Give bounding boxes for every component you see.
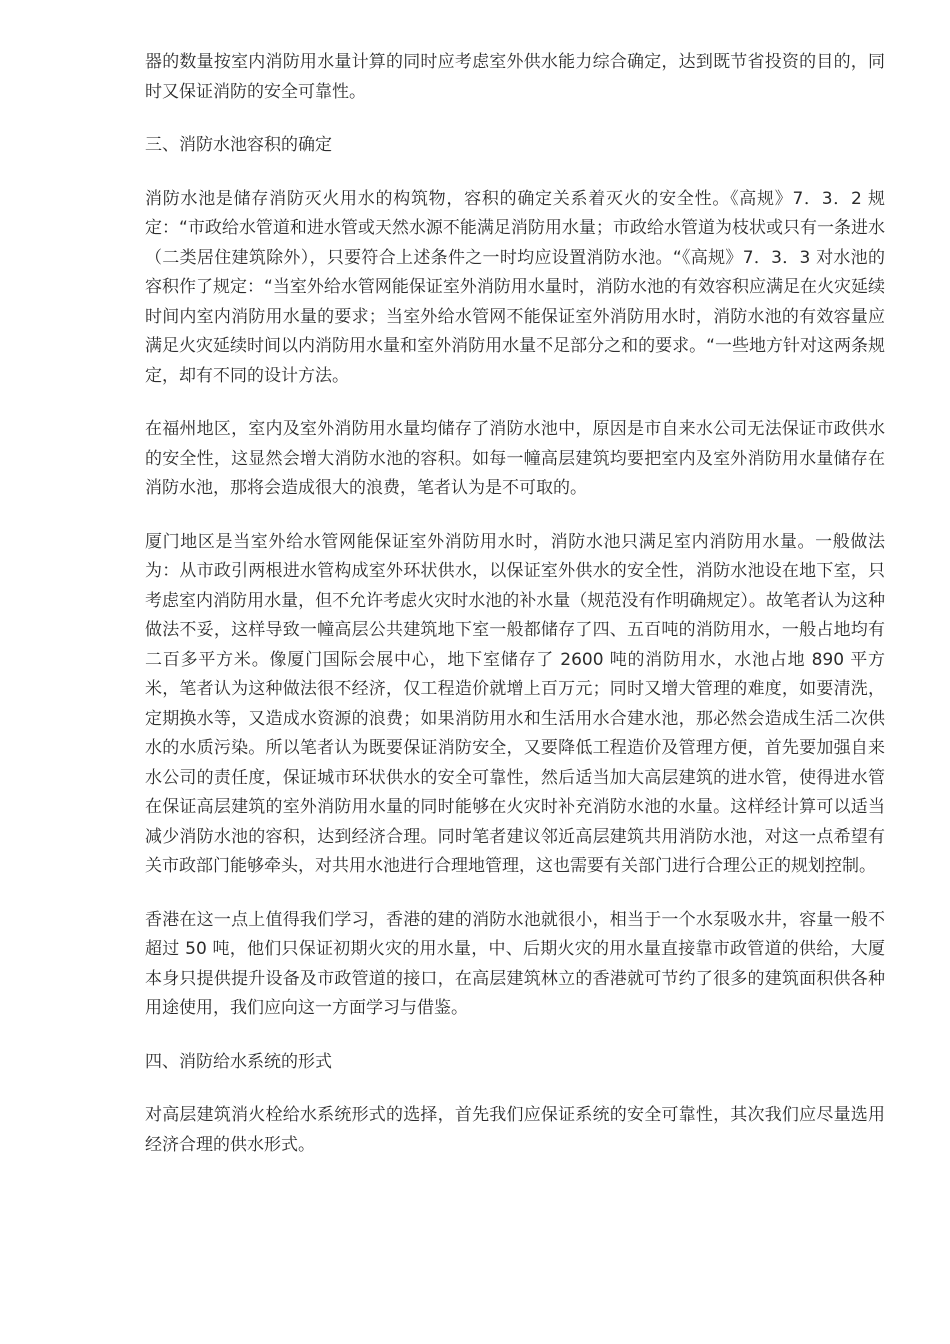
paragraph-intro-continuation: 器的数量按室内消防用水量计算的同时应考虑室外供水能力综合确定，达到既节省投资的目的，同时又保证消防的安全可靠性。 (145, 52, 885, 102)
section-heading-pool-volume: 三、消防水池容积的确定 (145, 135, 332, 155)
section-heading-system-form: 四、消防给水系统的形式 (145, 1051, 332, 1072)
paragraph-system-selection: 对高层建筑消火栓给水系统形式的选择，首先我们应保证系统的安全可靠性，其次我们应尽量选用经济合理的供水形式。 (145, 1105, 885, 1155)
paragraph-fuzhou: 在福州地区，室内及室外消防用水量均储存了消防水池中，原因是市自来水公司无法保证市政供水的安全性，这显然会增大消防水池的容积。如每一幢高层建筑均要把室内及室外消防用水量储存在消防水池，那将会造成很大的浪费，笔者认为是不可取的。 (145, 419, 885, 498)
paragraph-xiamen: 厦门地区是当室外给水管网能保证室外消防用水时，消防水池只满足室内消防用水量。一般做法为：从市政引两根进水管构成室外环状供水，以保证室外供水的安全性，消防水池设在地下室，只考虑室内消防用水量，但不允许考虑火灾时水池的补水量（规范没有作明确规定）。故笔者认为这种做法不妥，这样导致一幢高层公共建筑地下室一般都储存了四、五百吨的消防用水，一般占地均有二百多平方米。像厦门国际会展中心，地下室储存了 2600 吨的消防用水，水池占地 890 平方米，笔者认为这种做法很不经济，仅工程造价就增上百万元；同时又增大管理的难度，如要清洗，定期换水等，又造成水资源的浪费；如果消防用水和生活用水合建水池，那必然会造成生活二次供水的水质污染。所以笔者认为既要保证消防安全，又要降低工程造价及管理方便，首先要加强自来水公司的责任度，保证城市环状供水的安全可靠性，然后适当加大高层建筑的进水管，使得进水管在保证高层建筑的室外消防用水量的同时能够在火灾时补充消防水池的水量。这样经计算可以适当减少消防水池的容积，达到经济合理。同时笔者建议邻近高层建筑共用消防水池，对这一点希望有关市政部门能够牵头，对共用水池进行合理地管理，这也需要有关部门进行合理公正的规划控制。 (145, 531, 885, 876)
paragraph-hongkong: 香港在这一点上值得我们学习，香港的建的消防水池就很小，相当于一个水泵吸水井，容量一般不超过 50 吨，他们只保证初期火灾的用水量，中、后期火灾的用水量直接靠市政管道的供给，大厦本身只提供提升设备及市政管道的接口，在高层建筑林立的香港就可节约了很多的建筑面积供各种用途使用，我们应向这一方面学习与借鉴。 (145, 909, 885, 1018)
document-body (145, 48, 885, 1184)
paragraph-pool-definition: 消防水池是储存消防灭火用水的构筑物，容积的确定关系着灭火的安全性。《高规》7．3．2 规定：“市政给水管道和进水管或天然水源不能满足消防用水量；市政给水管道为枝状或只有一条进水（二类居住建筑除外），只要符合上述条件之一时均应设置消防水池。“《高规》7．3．3 对水池的容积作了规定：“当室外给水管网能保证室外消防用水量时，消防水池的有效容积应满足在火灾延续时间内室内消防用水量的要求；当室外给水管网不能保证室外消防用水时，消防水池的有效容量应满足火灾延续时间以内消防用水量和室外消防用水量不足部分之和的要求。“一些地方针对这两条规定，却有不同的设计方法。 (145, 188, 885, 386)
